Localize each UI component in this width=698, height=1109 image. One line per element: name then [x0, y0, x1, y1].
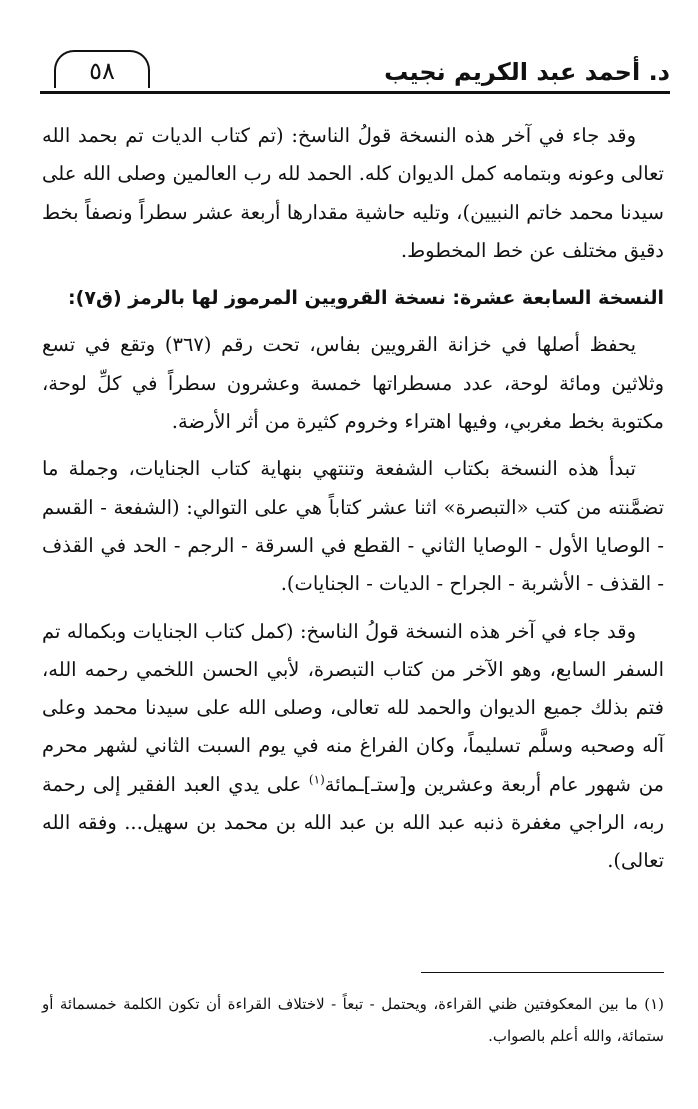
- paragraph: يحفظ أصلها في خزانة القرويين بفاس، تحت رقم (٣٦٧) وتقع في تسع وثلاثين ومائة لوحة، عدد مسطراتها خمسة وعشرون سطراً في كلِّ لوحة، مكتوبة بخط مغربي، وفيها اهتراء وخروم كثيرة من أثر الأرضة.: [42, 333, 664, 434]
- paragraph: تبدأ هذه النسخة بكتاب الشفعة وتنتهي بنهاية كتاب الجنايات، وجملة ما تضمَّنته من كتب «التبصرة» اثنا عشر كتاباً هي على التوالي: (الشفعة - القسم - الوصايا الأول - الوصايا الثاني - القطع في السرقة - الرجم - الحد في القذف - القذف - الأشربة - الجراح - الديات - الجنايات).: [42, 457, 664, 596]
- section-heading: النسخة السابعة عشرة: نسخة القرويين المرموز لها بالرمز (ق٧):: [68, 287, 664, 310]
- page-number: ٥٨: [54, 50, 150, 88]
- page-body: [42, 117, 664, 890]
- author-name: د. أحمد عبد الكريم نجيب: [384, 58, 670, 86]
- paragraph: [42, 613, 664, 881]
- footnote: (١) ما بين المعكوفتين ظني القراءة، ويحتمل - تبعاً - لاختلاف القراءة أن تكون الكلمة خمسمائة أو ستمائة، والله أعلم بالصواب.: [42, 995, 664, 1045]
- footnote-rule: [421, 972, 664, 973]
- header-rule: [40, 91, 670, 94]
- paragraph: وقد جاء في آخر هذه النسخة قولُ الناسخ: (تم كتاب الديات تم بحمد الله تعالى وعونه وبتمامه كمل الديوان كله. الحمد لله رب العالمين وصلى الله على سيدنا محمد خاتم النبيين)، وتليه حاشية مقدارها أربعة عشر سطراً ونصفاً بخط دقيق مختلف عن خط المخطوط.: [42, 124, 664, 262]
- paragraph-text: وقد جاء في آخر هذه النسخة قولُ الناسخ: (كمل كتاب الجنايات وبكماله تم السفر السابع، وهو الآخر من كتاب التبصرة، لأبي الحسن اللخمي رحمه الله، فتم بذلك جميع الديوان والحمد لله تعالى، وصلى الله على سيدنا محمد وعلى آله وصحبه وسلَّم تسليماً، وكان الفراغ منه في يوم السبت الثاني لشهر محرم من شهور عام أربعة وعشرين و[ستـ]ـمائة: [42, 619, 664, 796]
- page-header: [40, 50, 670, 94]
- footnote-reference[interactable]: (١): [308, 772, 325, 787]
- paragraph-text-tail: على يدي العبد الفقير إلى رحمة ربه، الراجي مغفرة ذنبه عبد الله بن عبد الله بن محمد بن سهيل... وفقه الله تعالى).: [42, 772, 664, 873]
